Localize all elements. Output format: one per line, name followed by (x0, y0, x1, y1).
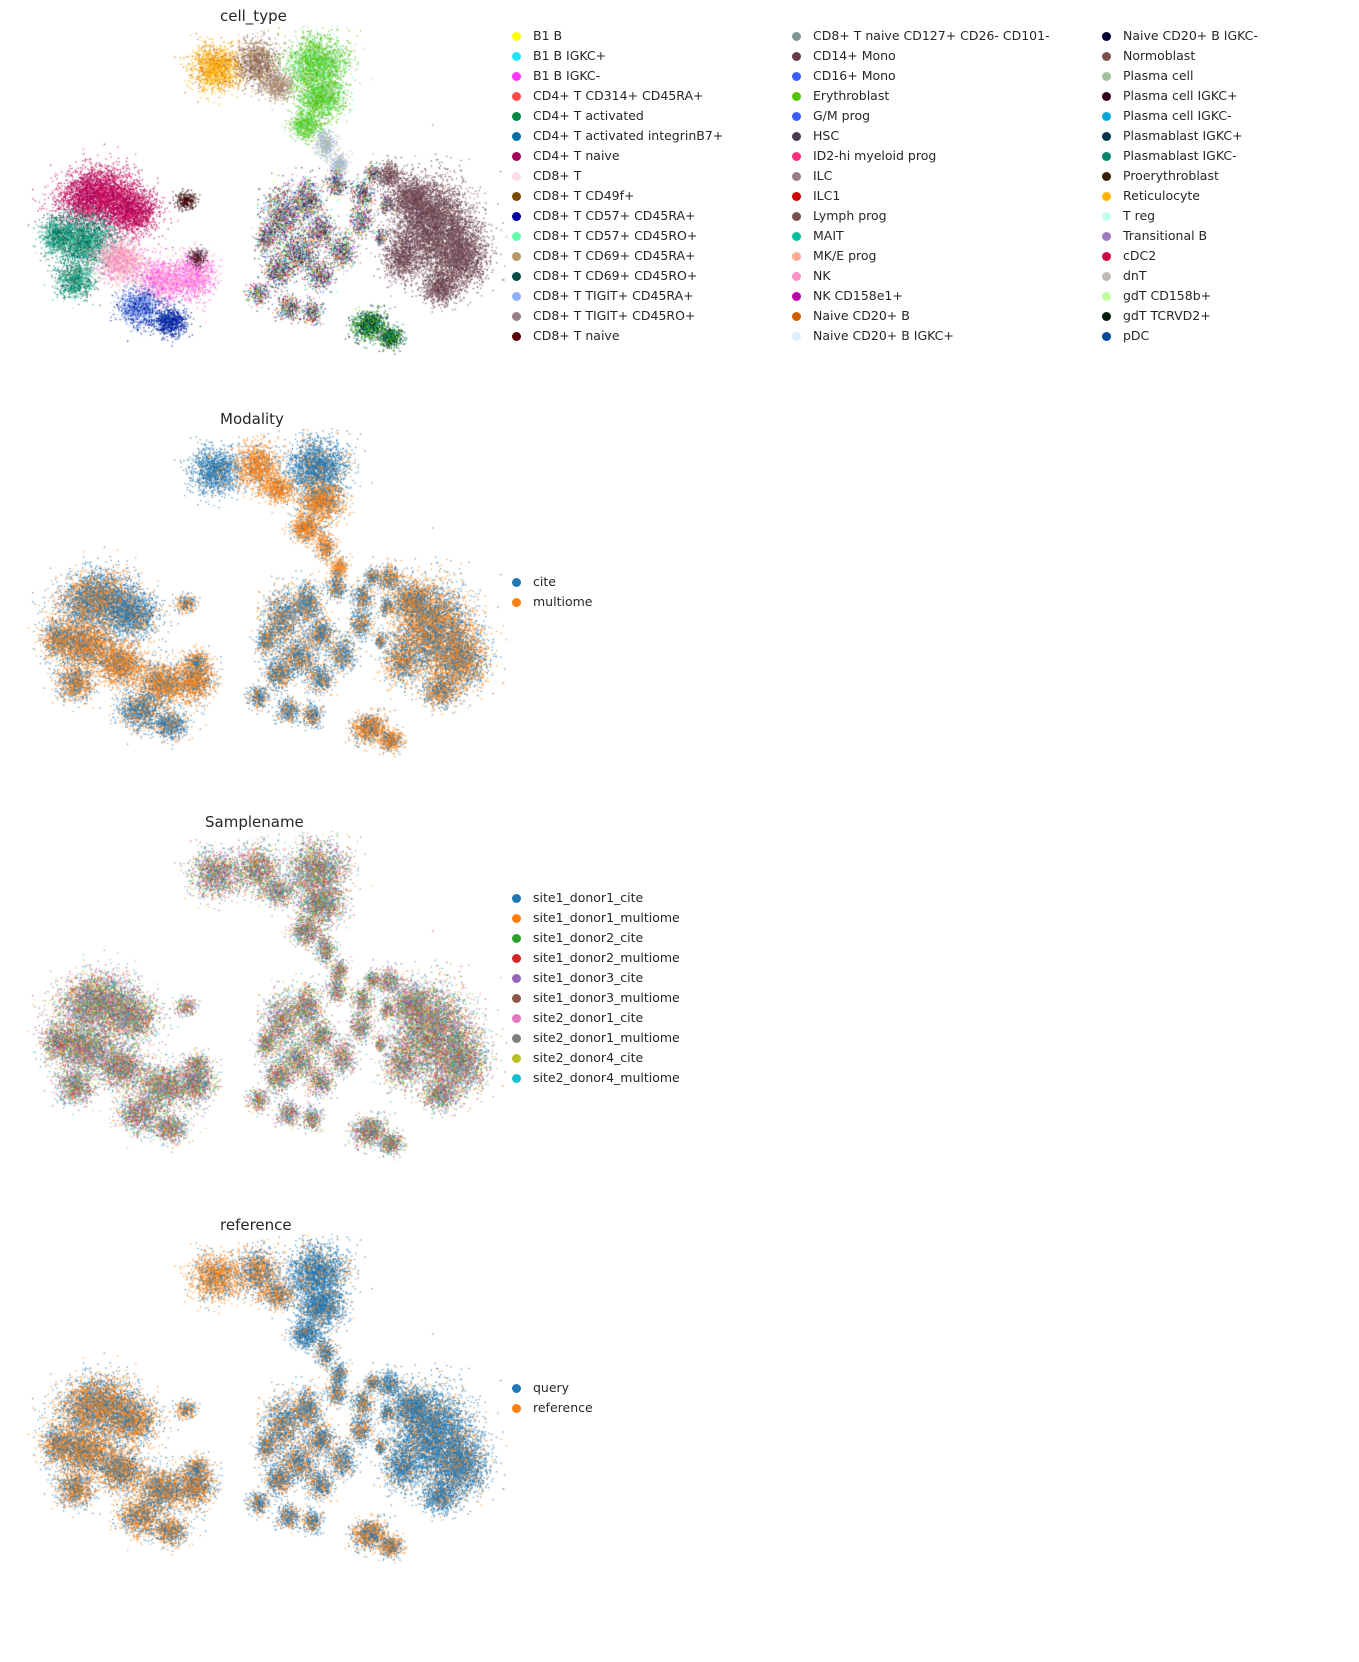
scatter-canvas (20, 1234, 510, 1579)
legend-item-label: B1 B IGKC- (533, 68, 601, 83)
legend-item-label: G/M prog (813, 108, 871, 123)
legend-item-label: multiome (533, 594, 593, 609)
legend-color-swatch (512, 132, 521, 141)
legend-color-swatch (512, 292, 521, 301)
legend-column (512, 1378, 593, 1418)
legend-color-swatch (512, 894, 521, 903)
legend-item-label: Plasma cell IGKC+ (1123, 88, 1238, 103)
legend-item-label: site2_donor4_cite (533, 1050, 644, 1065)
legend-item-label: Plasma cell (1123, 68, 1194, 83)
legend-color-swatch (512, 212, 521, 221)
legend-item-label: site1_donor1_multiome (533, 910, 680, 925)
legend-item-label: site2_donor1_multiome (533, 1030, 680, 1045)
legend-color-swatch (1102, 192, 1111, 201)
legend-item-label: site2_donor1_cite (533, 1010, 644, 1025)
legend-color-swatch (512, 974, 521, 983)
legend-item-label: NK (813, 268, 831, 283)
legend-item-label: Erythroblast (813, 88, 890, 103)
legend-color-swatch (512, 578, 521, 587)
legend-item[interactable] (1102, 286, 1258, 306)
legend-color-swatch (1102, 172, 1111, 181)
legend-color-swatch (512, 152, 521, 161)
legend-color-swatch (512, 1384, 521, 1393)
legend-item-label: CD8+ T CD49f+ (533, 188, 635, 203)
legend-color-swatch (792, 32, 801, 41)
panel-cell-type (0, 0, 1359, 390)
legend-item-label: gdT CD158b+ (1123, 288, 1212, 303)
legend-item[interactable] (512, 26, 723, 46)
legend-item-label: dnT (1123, 268, 1147, 283)
legend-item[interactable] (1102, 46, 1258, 66)
legend-item[interactable] (792, 166, 1050, 186)
legend-item[interactable] (512, 988, 680, 1008)
legend-color-swatch (512, 112, 521, 121)
legend-column (512, 888, 680, 1088)
legend-item-label: CD8+ T naive (533, 328, 620, 343)
legend-item-label: cDC2 (1123, 248, 1157, 263)
legend-item[interactable] (512, 572, 592, 592)
legend-color-swatch (512, 934, 521, 943)
legend-item-label: B1 B (533, 28, 563, 43)
legend-item[interactable] (512, 968, 680, 988)
legend-color-swatch (792, 92, 801, 101)
legend-item-label: Plasmablast IGKC- (1123, 148, 1237, 163)
legend-item-label: Plasmablast IGKC+ (1123, 128, 1243, 143)
legend-item-label: Plasma cell IGKC- (1123, 108, 1232, 123)
legend-color-swatch (1102, 292, 1111, 301)
legend-color-swatch (512, 52, 521, 61)
legend-item[interactable] (512, 1048, 680, 1068)
legend-item[interactable] (1102, 146, 1258, 166)
panel-samplename (0, 803, 1359, 1193)
legend-color-swatch (1102, 272, 1111, 281)
legend-item-label: site1_donor2_multiome (533, 950, 680, 965)
panel-title-samplename: Samplename (205, 813, 304, 831)
legend-item-label: CD4+ T activated integrinB7+ (533, 128, 724, 143)
legend-color-swatch (1102, 72, 1111, 81)
legend-item-label: Naive CD20+ B IGKC+ (813, 328, 954, 343)
legend-item-label: CD14+ Mono (813, 48, 896, 63)
legend-item[interactable] (792, 46, 1050, 66)
legend-color-swatch (512, 598, 521, 607)
legend-column (792, 26, 1050, 346)
legend-item-label: site1_donor1_cite (533, 890, 644, 905)
legend-item-label: cite (533, 574, 556, 589)
legend-item-label: CD8+ T CD69+ CD45RO+ (533, 268, 698, 283)
legend-color-swatch (512, 32, 521, 41)
legend-item[interactable] (512, 126, 723, 146)
umap-plot-reference (20, 1234, 510, 1579)
legend-color-swatch (792, 312, 801, 321)
legend-item[interactable] (512, 306, 723, 326)
legend-item[interactable] (1102, 26, 1258, 46)
scatter-canvas (20, 831, 510, 1176)
legend-color-swatch (792, 52, 801, 61)
legend-color-swatch (512, 1054, 521, 1063)
legend-item-label: CD8+ T CD69+ CD45RA+ (533, 248, 696, 263)
legend-color-swatch (512, 332, 521, 341)
legend-item[interactable] (512, 46, 723, 66)
legend-color-swatch (1102, 252, 1111, 261)
legend-item-label: MK/E prog (813, 248, 877, 263)
legend-color-swatch (512, 954, 521, 963)
legend-color-swatch (1102, 92, 1111, 101)
legend-item[interactable] (512, 106, 723, 126)
panel-title-cell-type: cell_type (220, 7, 287, 25)
legend-color-swatch (792, 112, 801, 121)
legend-color-swatch (1102, 312, 1111, 321)
legend-item-label: CD4+ T activated (533, 108, 644, 123)
legend-item[interactable] (1102, 326, 1258, 346)
legend-item-label: T reg (1123, 208, 1156, 223)
legend-color-swatch (1102, 132, 1111, 141)
legend-item-label: Naive CD20+ B IGKC- (1123, 28, 1258, 43)
legend-color-swatch (792, 232, 801, 241)
panel-modality (0, 400, 1359, 790)
legend-item-label: ILC (813, 168, 833, 183)
legend-color-swatch (792, 212, 801, 221)
legend-item-label: Lymph prog (813, 208, 887, 223)
legend-item[interactable] (792, 126, 1050, 146)
legend-column (1102, 26, 1258, 346)
legend-item[interactable] (1102, 166, 1258, 186)
umap-plot-cell-type (20, 25, 510, 370)
legend-item[interactable] (512, 928, 680, 948)
legend-color-swatch (512, 172, 521, 181)
legend-item-label: HSC (813, 128, 840, 143)
legend-item-label: Naive CD20+ B (813, 308, 910, 323)
legend-item-label: CD4+ T naive (533, 148, 620, 163)
legend-item[interactable] (1102, 186, 1258, 206)
legend-item[interactable] (512, 908, 680, 928)
legend-item-label: CD16+ Mono (813, 68, 896, 83)
legend-item-label: query (533, 1380, 570, 1395)
panel-reference (0, 1206, 1359, 1596)
legend-item[interactable] (1102, 206, 1258, 226)
legend-color-swatch (512, 252, 521, 261)
legend-color-swatch (1102, 212, 1111, 221)
legend-item-label: site2_donor4_multiome (533, 1070, 680, 1085)
legend-color-swatch (512, 192, 521, 201)
legend-item[interactable] (1102, 246, 1258, 266)
legend-item[interactable] (512, 326, 723, 346)
legend-item[interactable] (512, 948, 680, 968)
legend-item[interactable] (792, 326, 1050, 346)
legend-item[interactable] (512, 86, 723, 106)
legend-item-label: reference (533, 1400, 593, 1415)
legend-item[interactable] (512, 1008, 680, 1028)
legend-color-swatch (792, 292, 801, 301)
legend-item[interactable] (792, 66, 1050, 86)
legend-item-label: CD8+ T TIGIT+ CD45RO+ (533, 308, 696, 323)
legend-item[interactable] (792, 86, 1050, 106)
legend-item[interactable] (792, 306, 1050, 326)
legend-item-label: site1_donor2_cite (533, 930, 644, 945)
legend-item[interactable] (512, 1398, 593, 1418)
legend-item[interactable] (792, 206, 1050, 226)
legend-item[interactable] (512, 166, 723, 186)
legend-item[interactable] (512, 592, 592, 612)
legend-color-swatch (512, 232, 521, 241)
legend-item[interactable] (792, 246, 1050, 266)
legend-item[interactable] (512, 1068, 680, 1088)
legend-item[interactable] (792, 26, 1050, 46)
legend-color-swatch (1102, 52, 1111, 61)
panel-title-modality: Modality (220, 410, 284, 428)
legend-color-swatch (1102, 32, 1111, 41)
legend-item-label: Proerythroblast (1123, 168, 1219, 183)
legend-item-label: B1 B IGKC+ (533, 48, 607, 63)
legend-color-swatch (792, 252, 801, 261)
legend-item-label: ILC1 (813, 188, 841, 203)
legend-color-swatch (512, 272, 521, 281)
legend-item-label: MAIT (813, 228, 844, 243)
legend-color-swatch (1102, 152, 1111, 161)
legend-item-label: CD8+ T naive CD127+ CD26- CD101- (813, 28, 1050, 43)
legend-item[interactable] (1102, 106, 1258, 126)
legend-item[interactable] (792, 146, 1050, 166)
legend-color-swatch (512, 994, 521, 1003)
legend-item-label: Reticulocyte (1123, 188, 1200, 203)
legend-color-swatch (512, 312, 521, 321)
legend-item-label: gdT TCRVD2+ (1123, 308, 1211, 323)
legend-item[interactable] (792, 266, 1050, 286)
scatter-canvas (20, 428, 510, 773)
legend-color-swatch (792, 272, 801, 281)
legend-color-swatch (1102, 232, 1111, 241)
legend-item[interactable] (512, 246, 723, 266)
legend-color-swatch (792, 192, 801, 201)
panel-title-reference: reference (220, 1216, 292, 1234)
legend-color-swatch (512, 1074, 521, 1083)
legend-item[interactable] (1102, 306, 1258, 326)
legend-item[interactable] (512, 888, 680, 908)
legend-color-swatch (512, 72, 521, 81)
legend-item[interactable] (512, 1378, 593, 1398)
legend-item[interactable] (512, 286, 723, 306)
legend-item[interactable] (512, 1028, 680, 1048)
legend-item-label: CD8+ T CD57+ CD45RA+ (533, 208, 696, 223)
legend-item[interactable] (512, 66, 723, 86)
legend-item-label: site1_donor3_multiome (533, 990, 680, 1005)
legend-color-swatch (792, 132, 801, 141)
legend-color-swatch (512, 1014, 521, 1023)
legend-item-label: Transitional B (1123, 228, 1208, 243)
umap-plot-samplename (20, 831, 510, 1176)
umap-plot-modality (20, 428, 510, 773)
scatter-canvas (20, 25, 510, 370)
legend-item-label: pDC (1123, 328, 1150, 343)
legend-item[interactable] (792, 106, 1050, 126)
legend-item-label: CD4+ T CD314+ CD45RA+ (533, 88, 704, 103)
legend-color-swatch (792, 152, 801, 161)
legend-color-swatch (792, 172, 801, 181)
legend-item[interactable] (1102, 266, 1258, 286)
legend-color-swatch (1102, 332, 1111, 341)
legend-color-swatch (512, 1404, 521, 1413)
legend-column (512, 572, 592, 612)
legend-item[interactable] (512, 186, 723, 206)
legend-item[interactable] (1102, 86, 1258, 106)
legend-item-label: CD8+ T (533, 168, 582, 183)
legend-color-swatch (792, 332, 801, 341)
legend-column (512, 26, 723, 346)
legend-color-swatch (792, 72, 801, 81)
legend-item[interactable] (1102, 226, 1258, 246)
legend-item[interactable] (1102, 126, 1258, 146)
legend-item[interactable] (512, 226, 723, 246)
legend-item[interactable] (792, 186, 1050, 206)
legend-item[interactable] (512, 206, 723, 226)
legend-item[interactable] (512, 266, 723, 286)
legend-item-label: CD8+ T TIGIT+ CD45RA+ (533, 288, 694, 303)
legend-item-label: site1_donor3_cite (533, 970, 644, 985)
legend-item[interactable] (1102, 66, 1258, 86)
legend-item[interactable] (792, 286, 1050, 306)
legend-item-label: NK CD158e1+ (813, 288, 903, 303)
legend-color-swatch (512, 92, 521, 101)
legend-item-label: CD8+ T CD57+ CD45RO+ (533, 228, 698, 243)
legend-item-label: Normoblast (1123, 48, 1196, 63)
legend-color-swatch (1102, 112, 1111, 121)
legend-color-swatch (512, 1034, 521, 1043)
legend-item[interactable] (512, 146, 723, 166)
legend-color-swatch (512, 914, 521, 923)
legend-item[interactable] (792, 226, 1050, 246)
legend-item-label: ID2-hi myeloid prog (813, 148, 937, 163)
